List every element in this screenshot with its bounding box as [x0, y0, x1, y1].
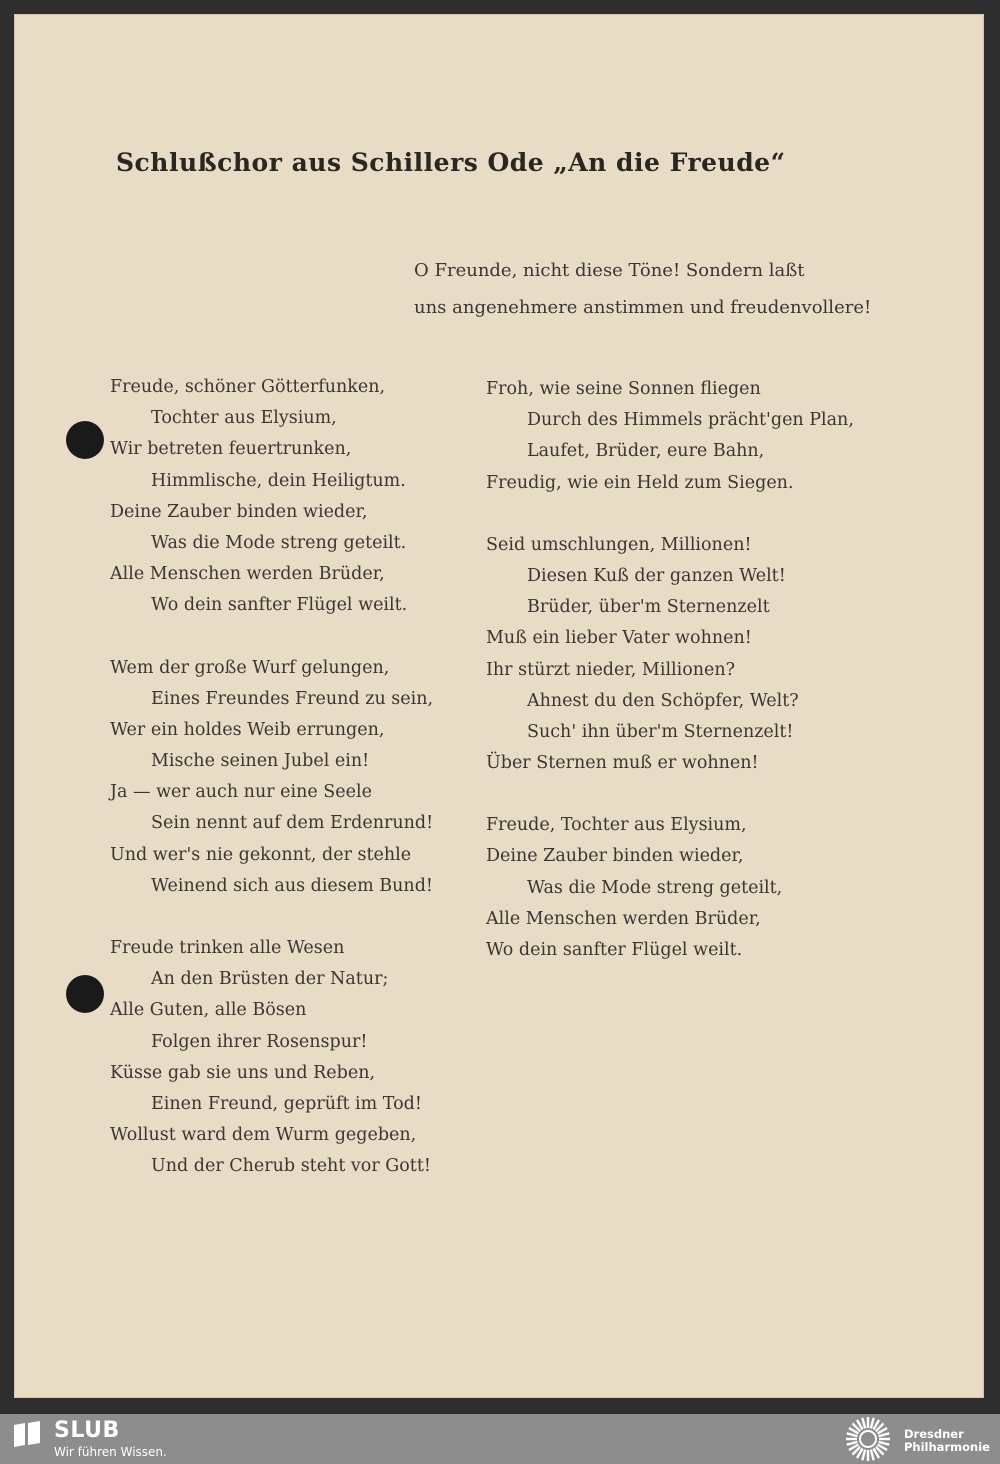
poem-line: Mische seinen Jubel ein!: [151, 751, 370, 772]
poem-line: Wo dein sanfter Flügel weilt.: [486, 940, 743, 960]
poem-line: Was die Mode streng geteilt,: [527, 877, 783, 898]
poem-line: Ihr stürzt nieder, Millionen?: [486, 659, 736, 680]
poem-line: Freudig, wie ein Held zum Siegen.: [486, 472, 794, 493]
poem-line: Und der Cherub steht vor Gott!: [151, 1156, 431, 1177]
poem-line: Tochter aus Elysium,: [151, 408, 337, 429]
intro-line: O Freunde, nicht diese Töne! Sondern laßt: [414, 260, 805, 281]
poem-line: Wem der große Wurf gelungen,: [110, 657, 390, 678]
poem-line: Einen Freund, geprüft im Tod!: [151, 1093, 422, 1114]
poem-line: Muß ein lieber Vater wohnen!: [486, 628, 752, 649]
poem-line: Durch des Himmels prächt'gen Plan,: [527, 410, 854, 431]
poem-line: Ja — wer auch nur eine Seele: [110, 782, 372, 803]
poem-line: Und wer's nie gekonnt, der stehle: [110, 844, 412, 865]
poem-line: Folgen ihrer Rosenspur!: [151, 1031, 368, 1052]
poem-line: Eines Freundes Freund zu sein,: [151, 688, 434, 709]
poem-line: Froh, wie seine Sonnen fliegen: [486, 379, 761, 399]
poem-line: Freude, Tochter aus Elysium,: [486, 815, 747, 836]
intro-line: uns angenehmere anstimmen und freudenvollere!: [414, 297, 872, 318]
stanza-gap: [486, 499, 866, 530]
poem-line: An den Brüsten der Natur;: [151, 969, 389, 990]
slub-tagline: Wir führen Wissen.: [54, 1445, 167, 1459]
poem-line: Laufet, Brüder, eure Bahn,: [527, 441, 765, 462]
poem-line: Ahnest du den Schöpfer, Welt?: [527, 690, 799, 711]
poem-line: Freude, schöner Götterfunken,: [110, 377, 386, 397]
stanza-gap: [110, 622, 450, 653]
poem-line: Alle Guten, alle Bösen: [110, 1000, 307, 1021]
poem-line: Über Sternen muß er wohnen!: [486, 753, 759, 774]
poem-line: Wer ein holdes Weib errungen,: [110, 719, 385, 740]
punch-hole-bottom: [66, 975, 104, 1013]
philharmonie-name: [904, 1428, 990, 1454]
philharmonie-line1: Dresdner: [904, 1427, 964, 1441]
stanza-gap: [486, 779, 866, 810]
poem-line: Wo dein sanfter Flügel weilt.: [151, 595, 408, 616]
poem-left-column: [110, 372, 450, 1183]
poem-line: Weinend sich aus diesem Bund!: [151, 875, 433, 896]
poem-line: Such' ihn über'm Sternenzelt!: [527, 721, 794, 742]
poem-line: Sein nennt auf dem Erdenrund!: [151, 813, 434, 834]
poem-line: Alle Menschen werden Brüder,: [110, 564, 385, 585]
poem-line: Deine Zauber binden wieder,: [110, 501, 368, 522]
poem-line: Himmlische, dein Heiligtum.: [151, 470, 406, 491]
philharmonie-line2: Philharmonie: [904, 1440, 990, 1454]
intro-text: [414, 252, 872, 326]
slub-logo-text: SLUB: [54, 1418, 120, 1443]
poem-line: Alle Menschen werden Brüder,: [486, 908, 761, 929]
philharmonie-sunburst-icon: [840, 1414, 896, 1464]
poem-line: Was die Mode streng geteilt.: [151, 532, 407, 553]
poem-line: Wollust ward dem Wurm gegeben,: [110, 1125, 417, 1146]
poem-line: Küsse gab sie uns und Reben,: [110, 1062, 376, 1083]
poem-line: Deine Zauber binden wieder,: [486, 846, 744, 867]
document-title: Schlußchor aus Schillers Ode „An die Freude“: [116, 148, 786, 177]
poem-right-column: [486, 374, 866, 966]
poem-line: Brüder, über'm Sternenzelt: [527, 597, 770, 618]
slub-book-icon: [12, 1421, 42, 1447]
poem-line: Seid umschlungen, Millionen!: [486, 534, 752, 555]
poem-line: Wir betreten feuertrunken,: [110, 439, 352, 460]
poem-line: Diesen Kuß der ganzen Welt!: [527, 565, 786, 586]
poem-line: Freude trinken alle Wesen: [110, 938, 345, 958]
stanza-gap: [110, 902, 450, 933]
punch-hole-top: [66, 421, 104, 459]
